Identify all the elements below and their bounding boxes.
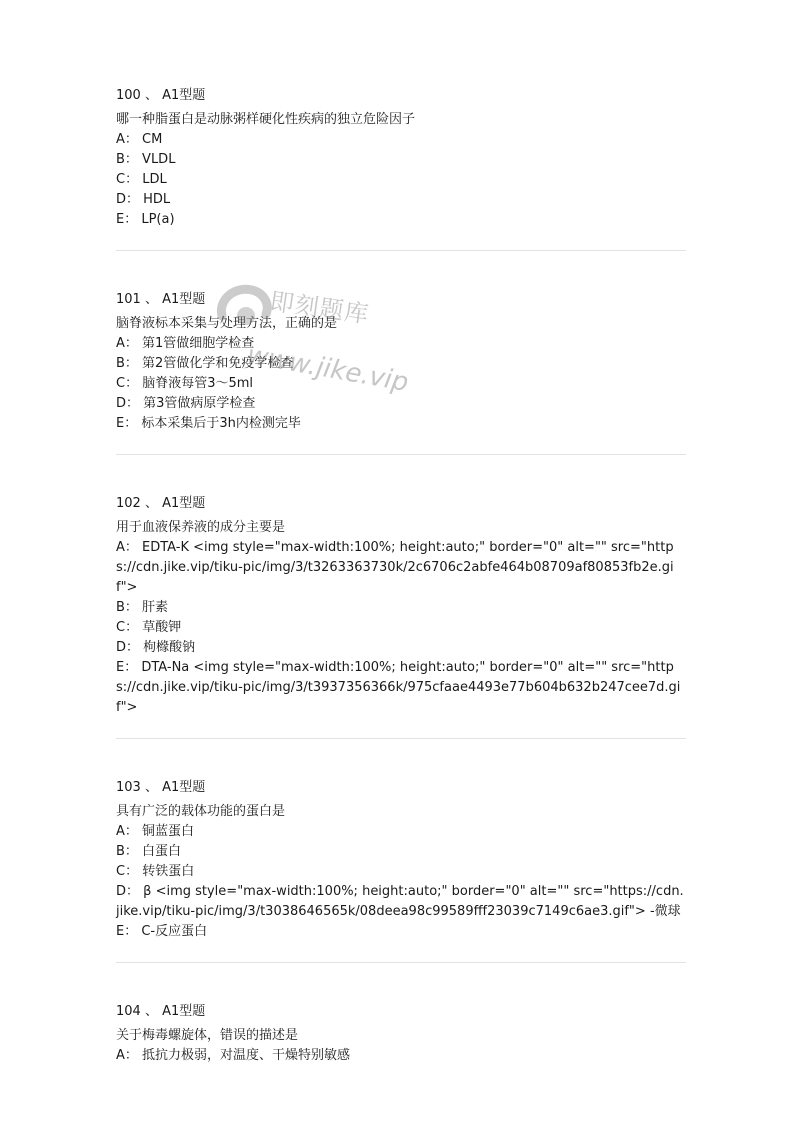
watermark-cn-text: 即刻题库 [268, 287, 372, 329]
question-header: 103 、 A1型题 [116, 780, 206, 795]
question-101 [116, 290, 686, 434]
question-header: 100 、 A1型题 [116, 88, 206, 103]
option-e: E： 标本采集后于3h内检测完毕 [116, 416, 301, 431]
question-header: 102 、 A1型题 [116, 496, 206, 511]
question-text: 哪一种脂蛋白是动脉粥样硬化性疾病的独立危险因子 [116, 112, 416, 127]
question-100 [116, 86, 686, 230]
option-a: A： CM [116, 132, 163, 147]
divider [116, 250, 686, 251]
question-text: 具有广泛的载体功能的蛋白是 [116, 804, 286, 819]
option-a: A： EDTA-K <img style="max-width:100%; height:auto;" border="0" alt="" src="https://cdn.jike.vip/tiku-pic/img/3/t3263363730k/2c6706c2abfe464b08709af80853fb2e.gif"> [116, 540, 674, 595]
divider [116, 962, 686, 963]
question-103 [116, 778, 686, 942]
option-e: E： LP(a) [116, 212, 175, 227]
option-d: D： HDL [116, 192, 171, 207]
option-d: D： 第3管做病原学检查 [116, 396, 256, 411]
option-d: D： 枸橼酸钠 [116, 640, 196, 655]
option-b: B： 白蛋白 [116, 844, 182, 859]
option-b: B： VLDL [116, 152, 176, 167]
question-header: 101 、 A1型题 [116, 292, 206, 307]
option-a: A： 抵抗力极弱，对温度、干燥特别敏感 [116, 1048, 351, 1063]
question-header: 104 、 A1型题 [116, 1004, 206, 1019]
watermark-url-text: www.jike.vip [244, 340, 411, 398]
question-list [116, 86, 686, 1066]
option-b: B： 肝素 [116, 600, 169, 615]
question-text: 用于血液保养液的成分主要是 [116, 520, 286, 535]
question-102 [116, 494, 686, 718]
option-a: A： 铜蓝蛋白 [116, 824, 195, 839]
divider [116, 454, 686, 455]
divider [116, 738, 686, 739]
question-text: 脑脊液标本采集与处理方法，正确的是 [116, 316, 338, 331]
option-c: C： 转铁蛋白 [116, 864, 195, 879]
option-b: B： 第2管做化学和免疫学检查 [116, 356, 294, 371]
question-text: 关于梅毒螺旋体，错误的描述是 [116, 1028, 299, 1043]
option-c: C： LDL [116, 172, 167, 187]
option-e: E： C-反应蛋白 [116, 924, 208, 939]
option-d: D： β <img style="max-width:100%; height:auto;" border="0" alt="" src="https://cdn.jike.vip/tiku-pic/img/3/t3038646565k/08deea98c99589fff23039c7149c6ae3.gif"> -微球 [116, 884, 684, 919]
question-104 [116, 1002, 686, 1066]
option-a: A： 第1管做细胞学检查 [116, 336, 255, 351]
option-c: C： 脑脊液每管3～5ml [116, 376, 254, 391]
option-c: C： 草酸钾 [116, 620, 182, 635]
option-e: E： DTA-Na <img style="max-width:100%; height:auto;" border="0" alt="" src="https://cdn.jike.vip/tiku-pic/img/3/t3937356366k/975cfaae4493e77b604b632b247cee7d.gif"> [116, 660, 681, 715]
